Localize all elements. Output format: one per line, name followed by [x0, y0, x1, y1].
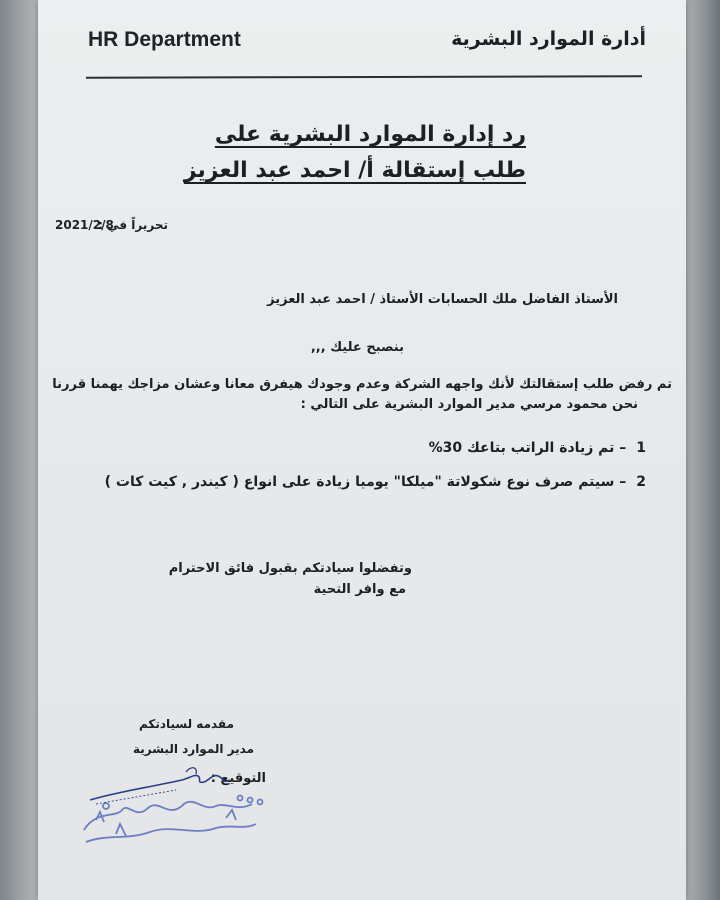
letter-sheet: [38, 0, 686, 900]
department-title-en: HR Department: [88, 28, 241, 51]
item-text: – سيتم صرف نوع شكولاتة "ميلكا" يوميا زيادة على انواع ( كيندر , كيت كات ): [104, 474, 627, 490]
date-label: تحريراً في :: [98, 218, 168, 232]
list-item: [429, 440, 646, 456]
closing-line-2: مع وافر التحية: [313, 582, 406, 597]
item-number: 2: [636, 474, 646, 490]
signature-label: التوقيع :: [210, 771, 266, 786]
recipient-line: الأستاذ الفاضل ملك الحسابات الأستاذ / احمد عبد العزيز: [267, 292, 618, 307]
header-divider: [86, 75, 642, 78]
body-line-1: تم رفض طلب إستقالتك لأنك واجهه الشركة وعدم وجودك هيفرق معانا وعشان مزاجك يهمنا قررنا: [52, 377, 672, 392]
closing-line-1: وتفضلوا سيادتكم بقبول فائق الاحترام: [168, 561, 412, 576]
subject-line-2: طلب إستقالة أ/ احمد عبد العزيز: [183, 158, 526, 183]
item-text: – تم زيادة الراتب بتاعك 30%: [428, 440, 627, 456]
greeting: بنصبح عليك ,,,: [310, 340, 404, 355]
list-item: [105, 474, 646, 490]
subject-line-1: رد إدارة الموارد البشرية على: [214, 122, 526, 147]
background-right: [680, 0, 720, 900]
presented-by: مقدمه لسيادتكم: [138, 717, 234, 731]
date-value: 2021/2/8: [55, 218, 114, 232]
background-left: [0, 0, 40, 900]
official-stamp: [76, 790, 266, 850]
body-line-2: نحن محمود مرسي مدير الموارد البشرية على التالي :: [300, 397, 638, 412]
signer-title: مدير الموارد البشرية: [132, 742, 254, 756]
item-number: 1: [636, 440, 646, 456]
department-title-ar: أدارة الموارد البشرية: [451, 28, 646, 50]
